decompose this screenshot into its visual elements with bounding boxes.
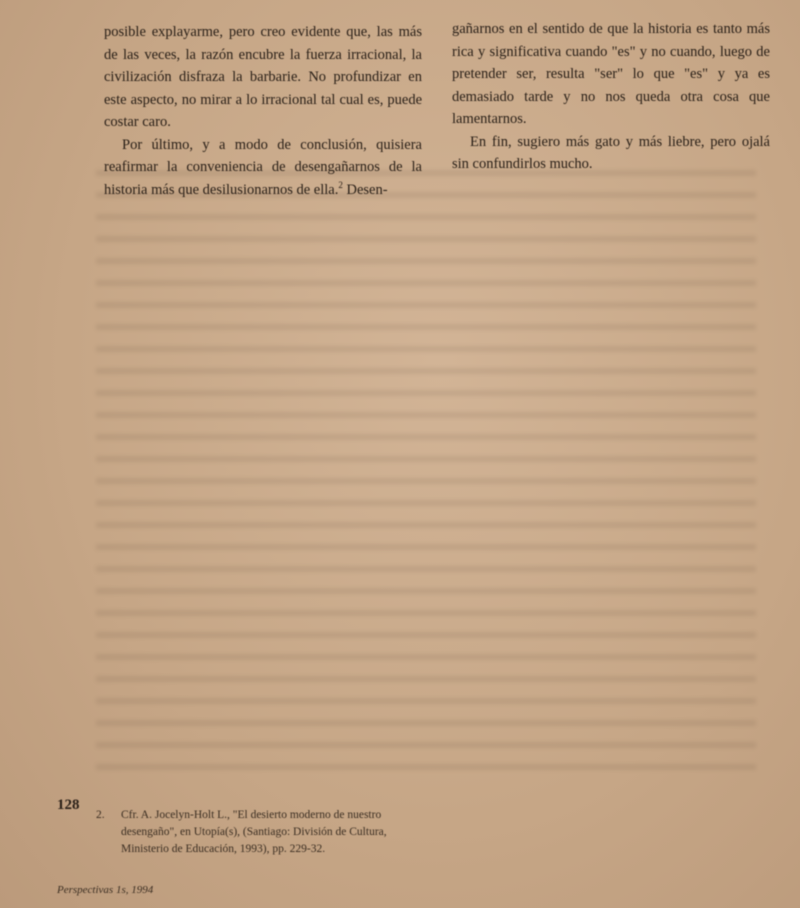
- footnote-reference: 2: [338, 179, 343, 190]
- footnote: [96, 807, 426, 858]
- right-paragraph-1: gañarnos en el sentido de que la historia es tanto más rica y significativa cuando "es" y no cuando, luego de pretender ser, resulta "ser" lo que "es" y ya es demasiado tarde y no nos queda otra cosa que lamentarnos.: [452, 21, 770, 127]
- right-paragraph-2: En fin, sugiero más gato y más liebre, pero ojalá sin confundirlos mucho.: [452, 133, 770, 172]
- left-paragraph-2-text: Por último, y a modo de conclusión, quisiera reafirmar la conveniencia de desengañarnos de la historia más que desilusionarnos de ella.: [104, 136, 422, 198]
- journal-line: Perspectivas 1s, 1994: [57, 884, 154, 896]
- footnote-number: 2.: [96, 809, 105, 821]
- right-column: [452, 18, 770, 176]
- left-paragraph-2-end: Desen-: [342, 181, 388, 198]
- bleed-through-text: [96, 170, 756, 770]
- footnote-text: Cfr. A. Jocelyn-Holt L., "El desierto moderno de nuestro desengaño", en Utopía(s), (Santiago: División de Cultura, Ministerio de Educación, 1993), pp. 229-32.: [121, 809, 387, 855]
- page-number: 128: [57, 797, 80, 813]
- left-paragraph-1: posible explayarme, pero creo evidente que, las más de las veces, la razón encubre la fuerza irracional, la civilización disfraza la barbarie. No profundizar en este aspecto, no mirar a lo irracional tal cual es, puede costar caro.: [104, 24, 422, 130]
- left-paragraph-2: [104, 134, 422, 202]
- left-column: [104, 21, 422, 201]
